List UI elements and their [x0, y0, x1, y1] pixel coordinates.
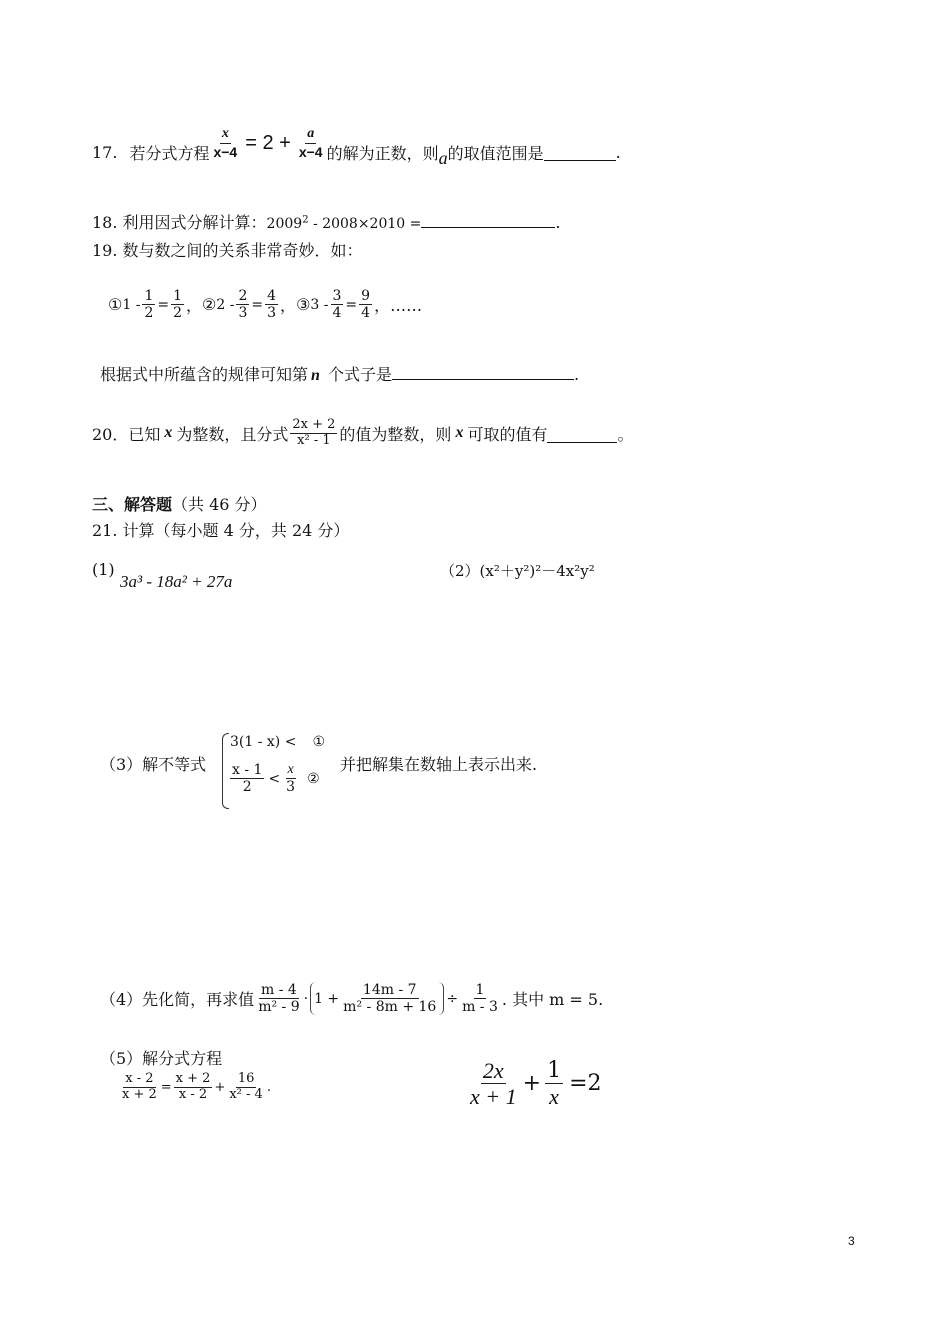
q19-text: 19. 数与数之间的关系非常奇妙．如： [92, 241, 363, 260]
q20-var2: x [455, 424, 464, 442]
q19-answer-blank[interactable] [392, 378, 574, 380]
q21-part-4: （4）先化简，再求值 $\frac{m - 4}{\text{m² - 9}}$ · 1 + $\frac{14m - 7}{\text{m² - 8m + 16}}$ ÷ $\frac{1}{m - 3}$ . 其中 m = 5. [100, 982, 604, 1016]
page-number: 3 [848, 1234, 855, 1248]
q17-end: . [615, 142, 621, 162]
q21-part-4-paren: 1 + $\frac{14m - 7}{\text{m² - 8m + 16}}$ [310, 982, 444, 1015]
q17-lhs-fraction: $\frac{x}{x-4}$ [213, 126, 238, 160]
q19-ellipsis: ，…… [374, 296, 423, 316]
q17-suffix: 的取值范围是 [447, 143, 544, 163]
q20-answer-blank[interactable] [547, 441, 617, 443]
section-3-heading [92, 492, 267, 515]
q18-text: 18. 利用因式分解计算： [92, 213, 267, 232]
q17-answer-blank[interactable] [544, 159, 616, 161]
q17-number: 17. [92, 142, 118, 162]
q17-prefix: 若分式方程 [129, 143, 210, 163]
q21-part-5-label: （5）解分式方程 [100, 1049, 223, 1068]
q17-mid: 的解为正数，则 [326, 143, 439, 163]
section-3-title: 三、解答题 [92, 495, 173, 514]
q17-var: a [438, 147, 448, 168]
q19-rule-var: n [311, 367, 320, 384]
q18-expr: 2009$^2$ - 2008×2010 = [266, 214, 422, 232]
q20-var1: x [164, 424, 173, 442]
q17-eq: = 2 + [245, 131, 291, 154]
q21-part-2: （2）(x²＋y²)²－4x²y² [440, 562, 595, 580]
q21-part-3-ineq-2: $\frac{x - 1}{2}$ < $\frac{x}{3}$ ② [232, 762, 320, 796]
q21-part-1-expr: 3a³ - 18a² + 27a [120, 572, 233, 591]
q18-answer-blank[interactable] [421, 226, 555, 228]
q19-rule: 根据式中所蕴含的规律可知第 n 个式子是 . [100, 365, 580, 384]
q21-part-3-label: （3）解不等式 [100, 755, 207, 774]
section-3-score: （共 46 分） [172, 495, 267, 514]
question-19 [92, 238, 363, 261]
q21-part-5-equation: $\frac{x - 2}{x + 2}$ = $\frac{x + 2}{x - 2}$ + $\frac{16}{\text{x² - 4}}$ . [122, 1071, 271, 1102]
q21-part-3-ineq-1: 3(1 - x) < ① [230, 734, 326, 750]
q19-item-1: ① 1 - $\frac{1}{2}$ = $\frac{1}{2}$ [108, 288, 183, 322]
q19-item-3: ③ 3 - $\frac{3}{4}$ = $\frac{9}{4}$ [296, 288, 371, 322]
q17-rhs-fraction: $\frac{a}{x-4}$ [298, 126, 323, 160]
q21-part-1-label: (1) [92, 560, 115, 579]
question-20: 20．已知 x 为整数，且分式 $\frac{2x + 2}{\text{x² - 1}}$ 的值为整数，则 x 可取的值有 。 [92, 417, 634, 448]
q20-fraction: $\frac{2x + 2}{\text{x² - 1}}$ [292, 417, 336, 448]
q19-examples: ① 1 - $\frac{1}{2}$ = $\frac{1}{2}$ ， ② 2 - $\frac{2}{3}$ = $\frac{4}{3}$ ， ③ 3 - $\frac{3}{4}$ = $\frac{9}{4}$ ，…… [108, 288, 423, 322]
q21-title: 21. 计算（每小题 4 分，共 24 分） [92, 521, 350, 540]
question-18: 18. 利用因式分解计算：2009$^2$ - 2008×2010 = . [92, 213, 561, 232]
q21-part-6-equation: $\frac{2x}{x + 1}$ + $\frac{1}{x}$ =2 [470, 1058, 602, 1110]
q19-item-2: ② 2 - $\frac{2}{3}$ = $\frac{4}{3}$ [202, 288, 277, 322]
q21-part-3-suffix: 并把解集在数轴上表示出来. [340, 755, 538, 774]
question-17 [92, 118, 621, 168]
